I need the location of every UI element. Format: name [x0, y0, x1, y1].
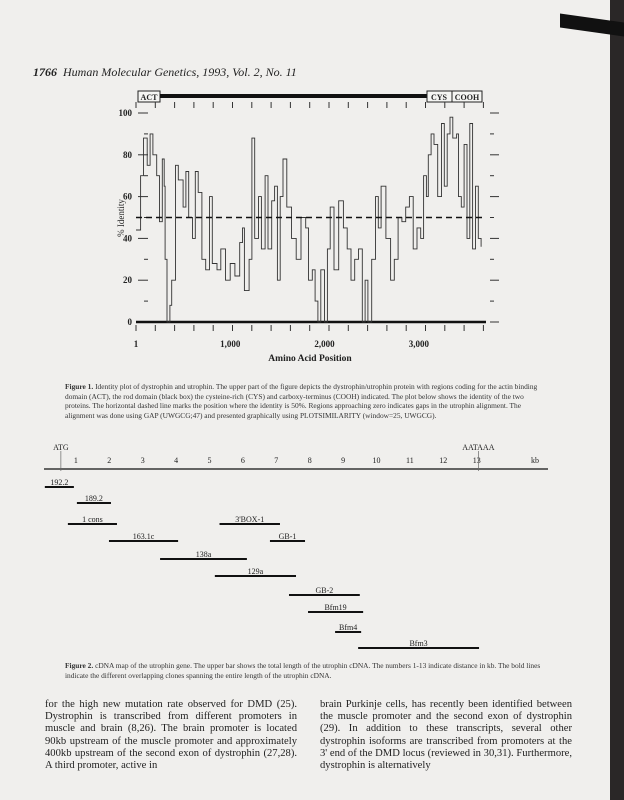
y-tick-label: 100	[118, 108, 132, 118]
kb-tick-label: 4	[174, 456, 179, 465]
clone-label: 163.1c	[132, 532, 155, 541]
caption-text: Identity plot of dystrophin and utrophin. The upper part of the figure depicts the dystrophin/utrophin protein with regions coding for the actin binding domain (ACT), the rod domain (black box) the cysteine-rich (CYS) and carboxy-terminus (COOH) indicated. The plot below shows the identity of the two proteins. The horizontal dashed line marks the position where the identity is 50%. Regions approaching zero indicates gaps in the utrophin alignment. The alignment was done using GAP (UWGCG;47) and presented graphically using PLOTSIMILARITY (window=25, UWGCG).	[65, 382, 538, 420]
x-tick-label: 3,000	[408, 339, 429, 349]
figure-1-caption	[65, 382, 545, 420]
kb-tick-label: 3	[140, 456, 145, 465]
y-tick-label: 40	[123, 233, 132, 244]
kb-tick-label: 1	[73, 456, 78, 465]
body-column-left: for the high new mutation rate observed for DMD (25). Dystrophin is transcribed from different promoters in muscle and brain (8,26). The brain promoter is located 90kb upstream of the muscle promoter and approximately 400kb upstream of the second exon of dystrophin (27,28). A third promoter, active in	[45, 699, 297, 772]
kb-tick-label: 11	[406, 456, 414, 465]
marker-label: ATG	[53, 443, 69, 452]
kb-tick-label: 13	[472, 456, 481, 465]
identity-series-line	[136, 117, 481, 322]
marker-label: AATAAA	[462, 443, 495, 452]
x-axis-label: Amino Acid Position	[268, 354, 352, 364]
kb-unit-label: kb	[531, 456, 539, 465]
domain-label: ACT	[140, 93, 158, 102]
clone-label: 129a	[247, 567, 264, 576]
clone-label: 1 cons	[82, 515, 103, 524]
caption-text: cDNA map of the utrophin gene. The upper bar shows the total length of the utrophin cDNA. The numbers 1-13 indicate distance in kb. The bold lines indicate the different overlapping clones spanning the entire length of the utrophin cDNA.	[65, 661, 541, 680]
caption-label: Figure 2.	[65, 661, 94, 670]
kb-tick-label: 5	[207, 456, 212, 465]
kb-tick-label: 7	[274, 456, 279, 465]
y-tick-label: 20	[123, 275, 132, 286]
clone-label: GB-1	[278, 532, 297, 541]
kb-tick-label: 8	[307, 456, 312, 465]
y-axis-label: % Identity	[116, 199, 126, 237]
kb-tick-label: 10	[372, 456, 381, 465]
body-column-right: brain Purkinje cells, has recently been identified between the muscle promoter and the second exon of dystrophin (29). In addition to these transcripts, several other dystrophin isoforms are transcribed from promoters at the 3' end of the DMD locus (reviewed in 30,31). Furthermore, dystrophin is alternatively	[320, 699, 572, 772]
domain-label: CYS	[430, 93, 448, 102]
kb-tick-label: 9	[341, 456, 346, 465]
caption-label: Figure 1.	[65, 382, 94, 391]
clone-label: 3'BOX-1	[235, 515, 265, 524]
rod-domain-bar	[160, 94, 427, 98]
identity-plot	[116, 91, 499, 364]
x-tick-label: 2,000	[314, 339, 335, 349]
y-tick-label: 60	[123, 191, 132, 202]
clone-label: GB-2	[315, 586, 334, 595]
cdna-map	[44, 443, 548, 648]
kb-tick-label: 6	[240, 456, 245, 465]
clone-label: 192.2	[50, 478, 69, 487]
journal-name: Human Molecular Genetics, 1993, Vol. 2, No. 11	[63, 65, 297, 79]
domain-label: COOH	[454, 93, 480, 102]
x-tick-label: 1	[133, 339, 139, 349]
kb-tick-label: 2	[107, 456, 112, 465]
x-tick-label: 1,000	[220, 339, 241, 349]
clone-label: Bfm19	[324, 603, 347, 612]
page-number: 1766	[33, 65, 57, 79]
clone-label: 189.2	[84, 494, 103, 503]
kb-tick-label: 12	[439, 456, 448, 465]
clone-label: 138a	[195, 550, 212, 559]
clone-label: Bfm4	[338, 623, 358, 632]
y-tick-label: 80	[123, 149, 132, 160]
figure-2-caption	[65, 661, 545, 680]
y-tick-label: 0	[127, 317, 132, 327]
clone-label: Bfm3	[409, 639, 428, 648]
